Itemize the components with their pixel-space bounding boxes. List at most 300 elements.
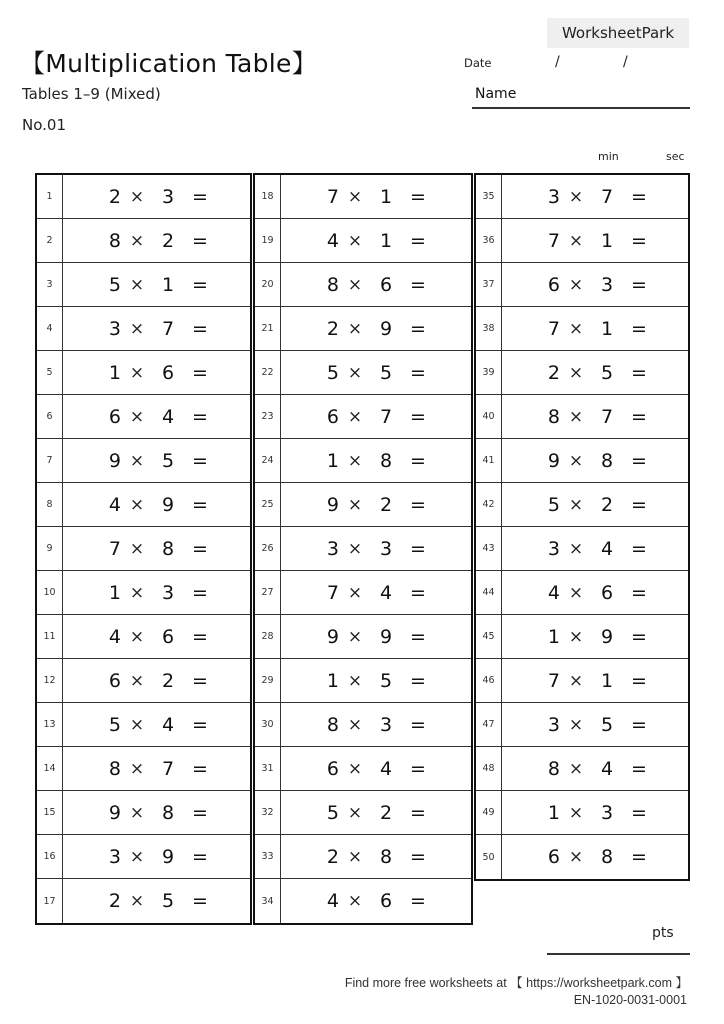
problem-number: 17 — [37, 879, 63, 923]
equals-sign: = — [410, 361, 426, 384]
operand-b: 8 — [379, 845, 393, 868]
operand-a: 1 — [108, 581, 121, 604]
equals-sign: = — [410, 890, 426, 912]
problem-expression[interactable] — [281, 747, 471, 790]
problem-expression[interactable] — [63, 659, 250, 702]
problem-number: 18 — [255, 175, 281, 218]
operand-b: 5 — [161, 449, 175, 472]
problem-expression[interactable] — [281, 439, 471, 482]
problem-expression[interactable] — [502, 263, 688, 306]
problem-number: 50 — [476, 835, 502, 879]
operand-b: 2 — [600, 493, 614, 516]
problem-row — [476, 791, 688, 835]
operand-b: 8 — [379, 449, 393, 472]
multiply-sign: × — [129, 758, 145, 779]
equals-sign: = — [631, 625, 647, 648]
equals-sign: = — [631, 846, 647, 868]
problem-row — [37, 395, 250, 439]
equals-sign: = — [192, 757, 208, 780]
problem-number: 1 — [37, 175, 63, 218]
problem-expression[interactable] — [63, 395, 250, 438]
problem-number: 35 — [476, 175, 502, 218]
operand-a: 9 — [326, 625, 339, 648]
equals-sign: = — [192, 273, 208, 296]
operand-b: 9 — [379, 317, 393, 340]
operand-b: 7 — [161, 317, 175, 340]
operand-b: 3 — [600, 273, 614, 296]
operand-a: 7 — [547, 669, 560, 692]
problem-number: 7 — [37, 439, 63, 482]
problem-row — [476, 615, 688, 659]
multiply-sign: × — [129, 891, 145, 911]
problem-column-3 — [474, 173, 690, 881]
operand-a: 6 — [547, 273, 560, 296]
problem-expression[interactable] — [281, 659, 471, 702]
operand-a: 4 — [326, 229, 339, 252]
equals-sign: = — [410, 317, 426, 340]
operand-a: 4 — [326, 890, 339, 912]
operand-b: 2 — [379, 801, 393, 824]
problem-expression[interactable] — [63, 175, 250, 218]
operand-b: 8 — [161, 801, 175, 824]
operand-b: 3 — [161, 581, 175, 604]
problem-row — [37, 527, 250, 571]
problem-expression[interactable] — [502, 659, 688, 702]
multiply-sign: × — [347, 230, 363, 251]
operand-a: 8 — [547, 757, 560, 780]
equals-sign: = — [192, 537, 208, 560]
multiply-sign: × — [129, 494, 145, 515]
operand-b: 6 — [161, 625, 175, 648]
problem-number: 8 — [37, 483, 63, 526]
problem-expression[interactable] — [281, 835, 471, 878]
problem-row — [255, 703, 471, 747]
multiply-sign: × — [347, 802, 363, 823]
problem-row — [476, 747, 688, 791]
equals-sign: = — [631, 801, 647, 824]
problem-expression[interactable] — [281, 395, 471, 438]
problem-row — [255, 307, 471, 351]
equals-sign: = — [410, 801, 426, 824]
multiply-sign: × — [347, 626, 363, 647]
operand-a: 3 — [547, 713, 560, 736]
problem-row — [37, 263, 250, 307]
multiply-sign: × — [347, 670, 363, 691]
multiply-sign: × — [347, 714, 363, 735]
operand-a: 9 — [108, 801, 121, 824]
multiply-sign: × — [347, 538, 363, 559]
problem-expression[interactable] — [63, 571, 250, 614]
multiply-sign: × — [129, 846, 145, 867]
problem-expression[interactable] — [502, 439, 688, 482]
operand-a: 2 — [108, 185, 121, 208]
problem-number: 38 — [476, 307, 502, 350]
multiply-sign: × — [129, 670, 145, 691]
multiply-sign: × — [568, 230, 584, 251]
equals-sign: = — [631, 317, 647, 340]
operand-b: 4 — [161, 713, 175, 736]
operand-a: 8 — [326, 273, 339, 296]
problem-expression[interactable] — [63, 791, 250, 834]
multiply-sign: × — [347, 450, 363, 471]
problem-row — [37, 483, 250, 527]
problem-number: 15 — [37, 791, 63, 834]
equals-sign: = — [631, 273, 647, 296]
equals-sign: = — [192, 493, 208, 516]
operand-a: 1 — [547, 625, 560, 648]
operand-a: 9 — [326, 493, 339, 516]
operand-b: 3 — [161, 185, 175, 208]
operand-b: 4 — [161, 405, 175, 428]
problem-expression[interactable] — [63, 615, 250, 658]
multiply-sign: × — [347, 494, 363, 515]
problem-number: 42 — [476, 483, 502, 526]
multiply-sign: × — [129, 582, 145, 603]
equals-sign: = — [410, 493, 426, 516]
operand-b: 3 — [379, 713, 393, 736]
problem-expression[interactable] — [281, 615, 471, 658]
problem-row — [476, 571, 688, 615]
operand-b: 6 — [379, 273, 393, 296]
problem-expression[interactable] — [63, 219, 250, 262]
date-separator-2: / — [623, 54, 628, 70]
problem-expression[interactable] — [63, 307, 250, 350]
problem-number: 10 — [37, 571, 63, 614]
equals-sign: = — [631, 757, 647, 780]
problem-row — [37, 615, 250, 659]
problem-expression[interactable] — [281, 527, 471, 570]
multiply-sign: × — [568, 670, 584, 691]
multiply-sign: × — [129, 318, 145, 339]
problem-row — [476, 351, 688, 395]
problem-number: 34 — [255, 879, 281, 923]
operand-a: 1 — [108, 361, 121, 384]
problem-expression[interactable] — [502, 791, 688, 834]
problem-number: 12 — [37, 659, 63, 702]
multiply-sign: × — [129, 626, 145, 647]
operand-a: 8 — [108, 229, 121, 252]
operand-b: 2 — [379, 493, 393, 516]
multiply-sign: × — [568, 714, 584, 735]
operand-b: 6 — [600, 581, 614, 604]
problem-expression[interactable] — [502, 747, 688, 790]
problem-expression[interactable] — [281, 791, 471, 834]
operand-a: 7 — [547, 229, 560, 252]
equals-sign: = — [192, 625, 208, 648]
problem-expression[interactable] — [63, 835, 250, 878]
sheet-number: No.01 — [22, 116, 66, 134]
operand-a: 4 — [547, 581, 560, 604]
problem-row — [255, 879, 471, 923]
problem-number: 24 — [255, 439, 281, 482]
problem-number: 28 — [255, 615, 281, 658]
problem-expression[interactable] — [502, 527, 688, 570]
problem-expression[interactable] — [281, 263, 471, 306]
problem-row — [255, 747, 471, 791]
operand-b: 4 — [600, 537, 614, 560]
multiply-sign: × — [568, 626, 584, 647]
multiply-sign: × — [568, 494, 584, 515]
multiply-sign: × — [568, 450, 584, 471]
multiply-sign: × — [347, 362, 363, 383]
problem-expression[interactable] — [502, 351, 688, 394]
name-write-line[interactable] — [472, 107, 690, 109]
equals-sign: = — [410, 405, 426, 428]
operand-b: 4 — [600, 757, 614, 780]
operand-a: 1 — [547, 801, 560, 824]
problem-expression[interactable] — [502, 571, 688, 614]
equals-sign: = — [631, 713, 647, 736]
problem-row — [476, 703, 688, 747]
operand-a: 5 — [326, 801, 339, 824]
points-write-line[interactable] — [547, 953, 690, 955]
problem-row — [476, 835, 688, 879]
operand-a: 4 — [108, 493, 121, 516]
problem-row — [37, 571, 250, 615]
operand-a: 5 — [547, 493, 560, 516]
operand-b: 2 — [161, 669, 175, 692]
operand-b: 1 — [600, 317, 614, 340]
multiply-sign: × — [129, 538, 145, 559]
multiply-sign: × — [568, 318, 584, 339]
operand-b: 3 — [600, 801, 614, 824]
problem-number: 22 — [255, 351, 281, 394]
operand-b: 7 — [600, 185, 614, 208]
worksheet-code: EN-1020-0031-0001 — [573, 993, 687, 1007]
time-sec-label: sec — [666, 150, 685, 163]
problem-row — [255, 175, 471, 219]
problem-expression[interactable] — [502, 395, 688, 438]
equals-sign: = — [192, 317, 208, 340]
operand-a: 5 — [326, 361, 339, 384]
equals-sign: = — [631, 669, 647, 692]
problem-expression[interactable] — [63, 879, 250, 923]
operand-b: 1 — [161, 273, 175, 296]
problem-number: 11 — [37, 615, 63, 658]
operand-b: 9 — [600, 625, 614, 648]
problem-expression[interactable] — [63, 483, 250, 526]
multiply-sign: × — [568, 802, 584, 823]
multiply-sign: × — [347, 846, 363, 867]
problem-row — [37, 175, 250, 219]
operand-b: 1 — [600, 669, 614, 692]
problem-number: 21 — [255, 307, 281, 350]
problem-row — [476, 307, 688, 351]
operand-b: 6 — [161, 361, 175, 384]
operand-a: 7 — [326, 185, 339, 208]
operand-b: 9 — [161, 845, 175, 868]
problem-number: 43 — [476, 527, 502, 570]
operand-b: 1 — [379, 229, 393, 252]
problem-row — [37, 351, 250, 395]
multiply-sign: × — [568, 186, 584, 207]
operand-a: 2 — [108, 890, 121, 912]
equals-sign: = — [631, 229, 647, 252]
problem-row — [37, 219, 250, 263]
problem-number: 6 — [37, 395, 63, 438]
equals-sign: = — [192, 449, 208, 472]
problem-number: 45 — [476, 615, 502, 658]
operand-a: 2 — [547, 361, 560, 384]
operand-a: 7 — [108, 537, 121, 560]
problem-number: 23 — [255, 395, 281, 438]
problem-expression[interactable] — [63, 351, 250, 394]
operand-a: 3 — [108, 317, 121, 340]
operand-b: 5 — [161, 890, 175, 912]
problem-expression[interactable] — [63, 439, 250, 482]
operand-a: 8 — [326, 713, 339, 736]
operand-a: 6 — [547, 846, 560, 868]
problem-expression[interactable] — [502, 615, 688, 658]
operand-b: 7 — [600, 405, 614, 428]
problem-expression[interactable] — [502, 307, 688, 350]
date-label: Date — [464, 56, 492, 70]
problem-number: 14 — [37, 747, 63, 790]
problem-row — [37, 747, 250, 791]
equals-sign: = — [631, 405, 647, 428]
problem-expression[interactable] — [502, 175, 688, 218]
multiply-sign: × — [568, 758, 584, 779]
problem-expression[interactable] — [281, 219, 471, 262]
operand-b: 1 — [379, 185, 393, 208]
problem-expression[interactable] — [502, 703, 688, 746]
operand-a: 9 — [547, 449, 560, 472]
problem-expression[interactable] — [63, 527, 250, 570]
equals-sign: = — [410, 669, 426, 692]
equals-sign: = — [192, 361, 208, 384]
problem-row — [37, 659, 250, 703]
problem-expression[interactable] — [502, 835, 688, 879]
operand-a: 1 — [326, 669, 339, 692]
multiply-sign: × — [568, 362, 584, 383]
operand-a: 8 — [108, 757, 121, 780]
problem-expression[interactable] — [281, 351, 471, 394]
problem-expression[interactable] — [281, 483, 471, 526]
operand-a: 6 — [326, 757, 339, 780]
problem-number: 16 — [37, 835, 63, 878]
equals-sign: = — [631, 493, 647, 516]
problem-row — [476, 175, 688, 219]
operand-a: 3 — [108, 845, 121, 868]
date-separator-1: / — [555, 54, 560, 70]
problem-row — [255, 351, 471, 395]
operand-b: 4 — [379, 757, 393, 780]
equals-sign: = — [410, 185, 426, 208]
problem-number: 30 — [255, 703, 281, 746]
multiply-sign: × — [129, 802, 145, 823]
worksheet-subtitle: Tables 1–9 (Mixed) — [22, 85, 161, 103]
equals-sign: = — [631, 449, 647, 472]
equals-sign: = — [410, 581, 426, 604]
problem-number: 49 — [476, 791, 502, 834]
operand-b: 5 — [600, 713, 614, 736]
problem-column-1 — [35, 173, 252, 925]
operand-a: 3 — [547, 537, 560, 560]
problem-number: 44 — [476, 571, 502, 614]
problem-expression[interactable] — [281, 879, 471, 923]
operand-b: 2 — [161, 229, 175, 252]
equals-sign: = — [192, 890, 208, 912]
multiply-sign: × — [129, 274, 145, 295]
problem-row — [255, 835, 471, 879]
multiply-sign: × — [568, 406, 584, 427]
problem-number: 4 — [37, 307, 63, 350]
problem-expression[interactable] — [502, 219, 688, 262]
problem-expression[interactable] — [63, 747, 250, 790]
operand-b: 4 — [379, 581, 393, 604]
equals-sign: = — [410, 757, 426, 780]
operand-a: 6 — [326, 405, 339, 428]
problem-row — [255, 615, 471, 659]
operand-b: 7 — [379, 405, 393, 428]
equals-sign: = — [192, 669, 208, 692]
problem-row — [476, 439, 688, 483]
problem-expression[interactable] — [281, 175, 471, 218]
multiply-sign: × — [129, 230, 145, 251]
problem-number: 39 — [476, 351, 502, 394]
operand-b: 8 — [600, 449, 614, 472]
operand-a: 7 — [547, 317, 560, 340]
equals-sign: = — [631, 581, 647, 604]
operand-a: 3 — [547, 185, 560, 208]
equals-sign: = — [192, 845, 208, 868]
equals-sign: = — [631, 185, 647, 208]
problem-expression[interactable] — [281, 307, 471, 350]
problem-number: 3 — [37, 263, 63, 306]
problem-row — [255, 659, 471, 703]
problem-number: 48 — [476, 747, 502, 790]
equals-sign: = — [631, 361, 647, 384]
operand-a: 5 — [108, 713, 121, 736]
operand-a: 8 — [547, 405, 560, 428]
problem-expression[interactable] — [63, 703, 250, 746]
problem-expression[interactable] — [502, 483, 688, 526]
operand-b: 7 — [161, 757, 175, 780]
problem-number: 46 — [476, 659, 502, 702]
problem-expression[interactable] — [63, 263, 250, 306]
problem-row — [476, 527, 688, 571]
equals-sign: = — [410, 273, 426, 296]
problem-row — [476, 219, 688, 263]
problem-number: 37 — [476, 263, 502, 306]
operand-a: 1 — [326, 449, 339, 472]
problem-number: 32 — [255, 791, 281, 834]
problem-number: 40 — [476, 395, 502, 438]
problem-row — [255, 263, 471, 307]
problem-number: 13 — [37, 703, 63, 746]
problem-expression[interactable] — [281, 571, 471, 614]
problem-row — [255, 219, 471, 263]
operand-b: 5 — [379, 669, 393, 692]
name-label: Name — [475, 86, 517, 102]
multiply-sign: × — [568, 847, 584, 867]
operand-a: 6 — [108, 669, 121, 692]
problem-number: 9 — [37, 527, 63, 570]
operand-b: 5 — [379, 361, 393, 384]
equals-sign: = — [410, 229, 426, 252]
problem-expression[interactable] — [281, 703, 471, 746]
problem-row — [476, 263, 688, 307]
problem-row — [255, 571, 471, 615]
equals-sign: = — [410, 449, 426, 472]
multiply-sign: × — [129, 186, 145, 207]
problem-row — [37, 835, 250, 879]
problem-number: 29 — [255, 659, 281, 702]
equals-sign: = — [410, 713, 426, 736]
equals-sign: = — [192, 229, 208, 252]
operand-a: 3 — [326, 537, 339, 560]
problem-row — [255, 527, 471, 571]
